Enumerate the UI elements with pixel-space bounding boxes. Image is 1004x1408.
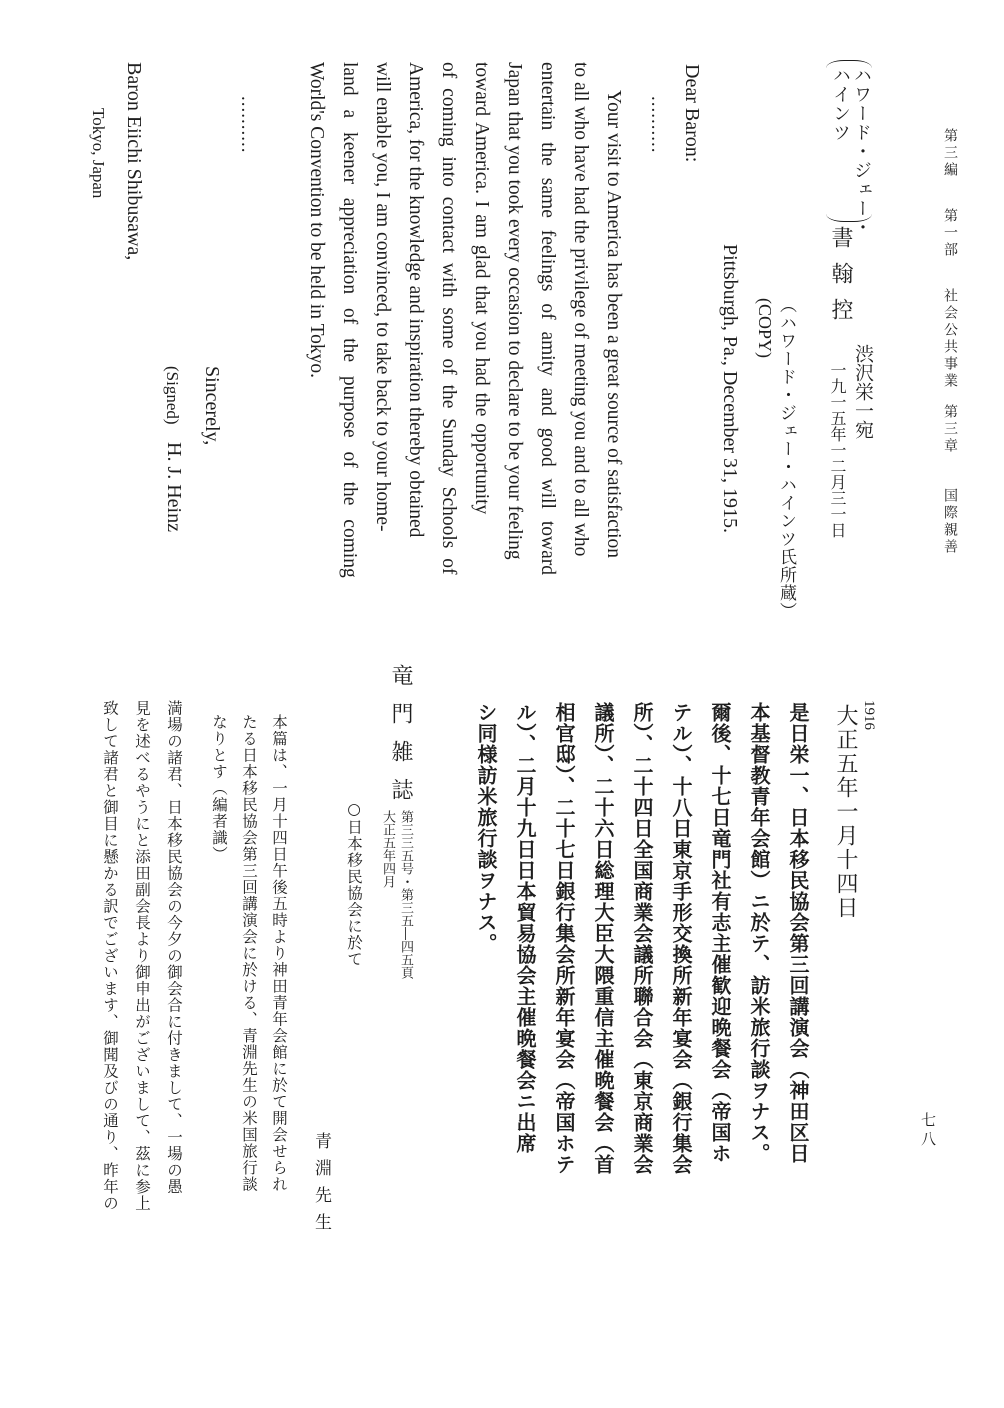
article-issue-date: 大正五年四月 <box>380 810 395 888</box>
article-subheading: ○日本移民協会に於て <box>345 800 363 968</box>
letter-closing: Sincerely, <box>201 366 223 446</box>
diary-line: 所）、二十四日全国商業会議所聯合会（東京商業会 <box>630 702 654 1175</box>
letter-signed-name: H. J. Heinz <box>163 442 185 532</box>
diary-line: シ同様訪米旅行談ヲナス。 <box>474 702 498 954</box>
letter-sender-line1: ハワード・ジェー・ <box>851 66 872 237</box>
letter-holder: （ハワード・ジェー・ハインツ氏所蔵） <box>776 296 796 620</box>
article-issue: 第三三五号・第三五―四五頁 <box>398 810 413 979</box>
diary-line: 議所）、二十六日総理大臣大隈重信主催晩餐会（首 <box>591 702 615 1175</box>
letter-body-line: of coming into contact with some of the Sunday Schools of <box>438 62 459 575</box>
letter-addressee-city: Tokyo, Japan <box>89 108 108 199</box>
letter-body-line: to all who have had the privilege of meeting you and to all who <box>570 62 591 557</box>
letter-signed-label: (Signed) <box>163 366 182 425</box>
article-line: 満場の諸君、日本移民協会の今夕の御会合に付きまして、一場の愚 <box>165 700 183 1195</box>
letter-body-line: entertain the same feelings of amity and good will toward <box>537 62 558 575</box>
diary-line: ル）、二月十九日日本貿易協会主催晩餐会ニ出席 <box>513 702 537 1154</box>
diary-year-western: 1916 <box>861 700 877 730</box>
running-head-section: 第一部 <box>942 208 958 259</box>
article-author: 青淵先生 <box>311 1132 331 1240</box>
letter-body-line: Your visit to America has been a great source of satisfaction <box>603 90 624 559</box>
letter-place-date: Pittsburgh, Pa., December 31, 1915. <box>719 244 741 534</box>
article-line: 致して諸君と御目に懸かる訳でございます、御聞及びの通り、昨年の <box>101 700 119 1212</box>
running-head-chapter-title: 国際親善 <box>942 488 958 556</box>
running-head-subject: 社会公共事業 <box>942 288 958 390</box>
running-head-chapter: 第三章 <box>942 404 958 455</box>
letter-addressee-name: Baron Eiichi Shibusawa, <box>123 62 145 261</box>
letter-doc-type: 書翰控 <box>828 226 853 334</box>
letter-copy-mark: (COPY) <box>755 298 775 359</box>
letter-body-line: toward America. I am glad that you had the opportunity <box>471 62 492 515</box>
letter-body-line: World's Convention to be held in Tokyo. <box>306 62 327 378</box>
diary-date: 大正五年一月十四日 <box>833 704 858 920</box>
letter-salutation: Dear Baron: <box>681 64 703 163</box>
diary-line: 是日栄一、日本移民協会第三回講演会（神田区日 <box>786 702 810 1164</box>
running-head-part: 第三編 <box>942 128 958 179</box>
page-number: 七八 <box>919 1112 937 1150</box>
letter-body-line: land a keener appreciation of the purpose of the coming <box>339 62 360 578</box>
diary-line: 相官邸）、二十七日銀行集会所新年宴会（帝国ホテ <box>552 702 576 1175</box>
letter-dots-top: .......... <box>647 96 668 154</box>
letter-dots-bottom: .......... <box>237 96 258 154</box>
article-line: 本篇は、一月十四日午後五時より神田青年会館に於て開会せられ <box>270 714 288 1193</box>
diary-line: テル）、十八日東京手形交換所新年宴会（銀行集会 <box>669 702 693 1175</box>
article-line: 見を述べるやうにと添田副会長より御申出がございまして、茲に参上 <box>133 700 151 1212</box>
diary-line: 本基督教青年会館）ニ於テ、訪米旅行談ヲナス。 <box>747 702 771 1164</box>
article-line: たる日本移民協会第三回講演会に於ける、青淵先生の米国旅行談 <box>240 714 258 1193</box>
article-source-title: 竜門雑誌 <box>388 664 413 816</box>
article-line: なりとす（編者識） <box>210 714 228 863</box>
letter-body-line: will enable you, I am convinced, to take back to your home- <box>372 62 393 532</box>
letter-date-jp: 一九一五年一二月三一日 <box>828 362 847 538</box>
letter-body-line: America, for the knowledge and inspiration thereby obtained <box>405 62 426 538</box>
diary-line: 爾後、十七日竜門社有志主催歓迎晩餐会（帝国ホ <box>708 702 732 1164</box>
letter-recipient: 渋沢栄一宛 <box>852 344 874 439</box>
letter-sender-line2: ハインツ <box>830 66 851 142</box>
letter-body-line: Japan that you took every occasion to declare to be your feeling <box>504 62 525 560</box>
